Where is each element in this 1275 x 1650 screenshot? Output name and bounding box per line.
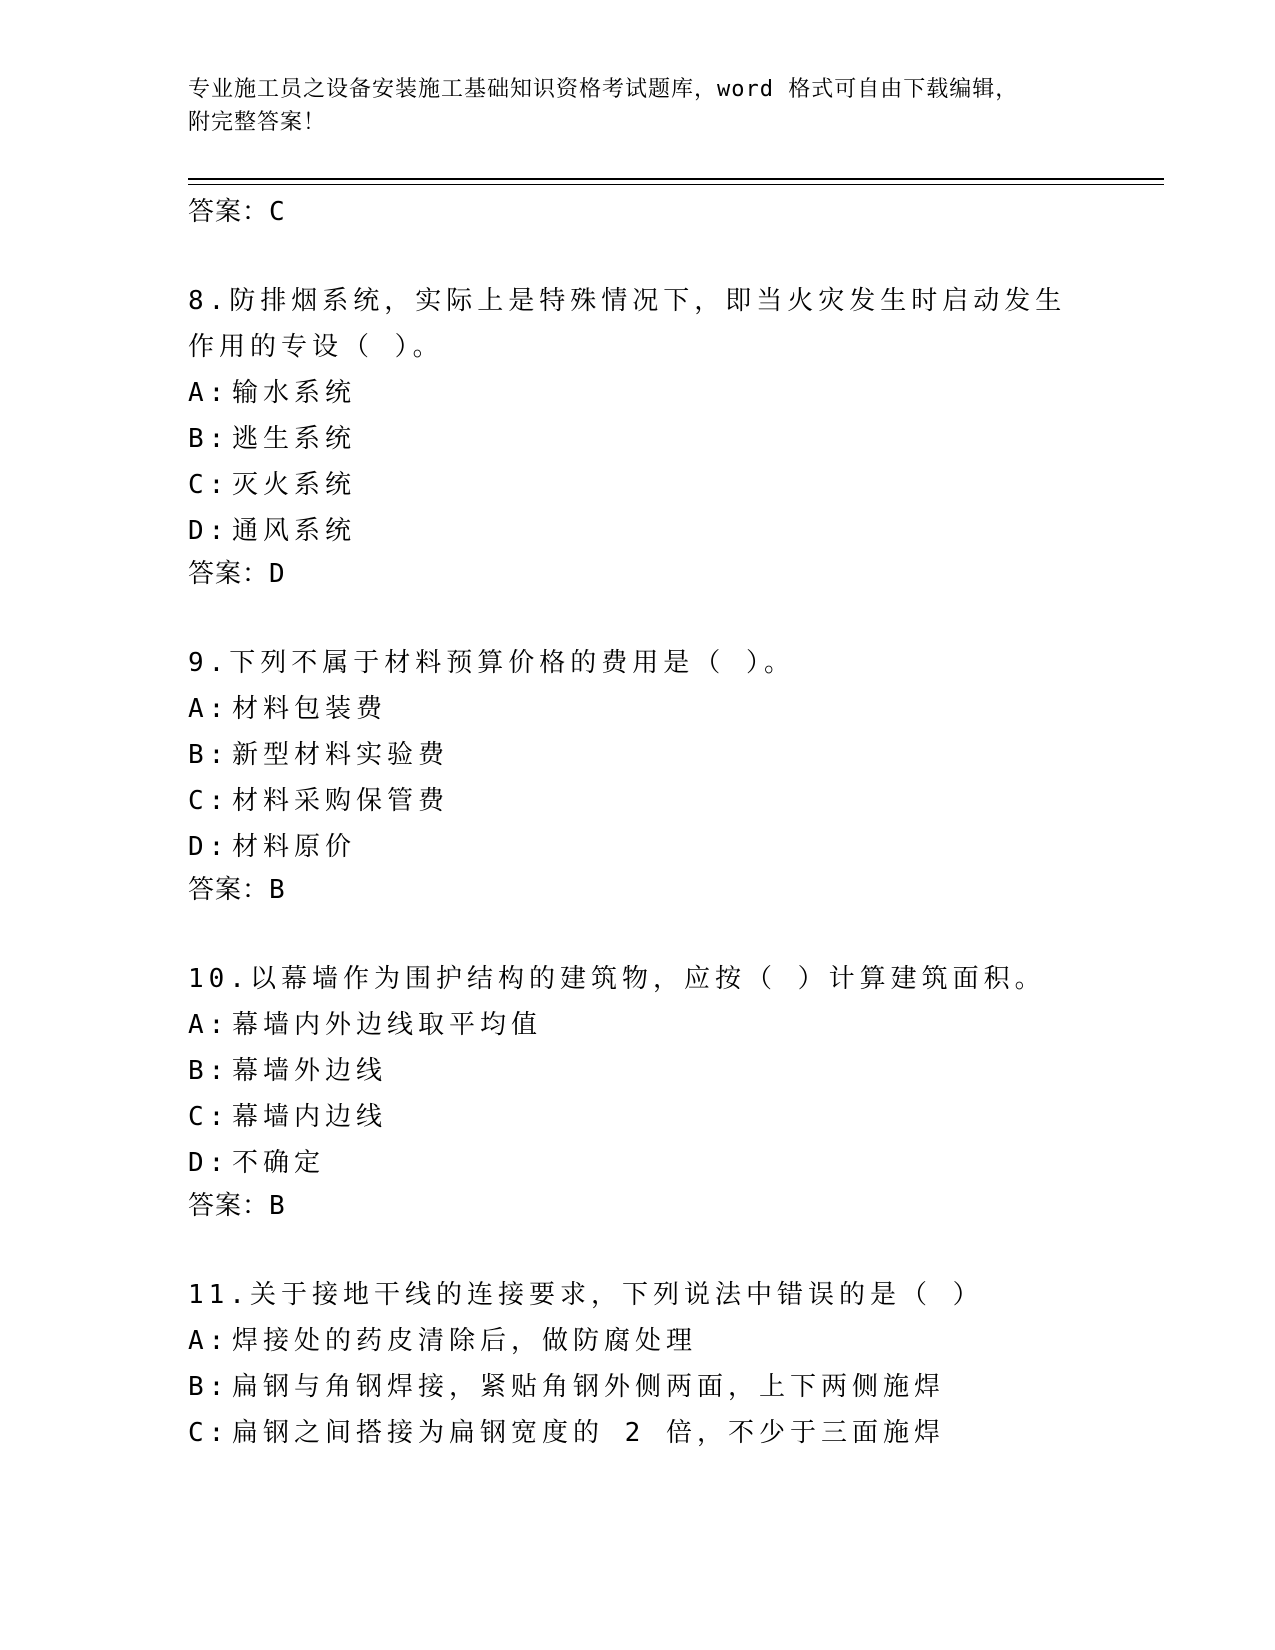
question-stem: 10.以幕墙作为围护结构的建筑物，应按（ ）计算建筑面积。 [188,964,1046,994]
header-rule-thick [188,178,1164,180]
option-text: 材料采购保管费 [232,786,450,816]
questions-container [188,278,1164,1456]
header-line-1: 专业施工员之设备安装施工基础知识资格考试题库，word 格式可自由下载编辑， [188,77,1019,102]
document-page [188,0,1168,1650]
option-letter: C: [188,470,230,500]
question-stem: 9.下列不属于材料预算价格的费用是（ ）。 [188,648,795,678]
question-stem: 8.防排烟系统，实际上是特殊情况下，即当火灾发生时启动发生作用的专设（ ）。 [188,286,1067,362]
header-rule-thin [188,184,1164,185]
option-letter: D: [188,1148,230,1178]
option-letter: B: [188,424,230,454]
question-block [188,640,1164,910]
document-header [188,73,1088,139]
question-block [188,956,1164,1226]
option-text: 通风系统 [232,516,357,546]
answer-option [188,824,1164,870]
option-text: 材料原价 [232,832,357,862]
answer-option [188,1318,1164,1364]
header-line-2: 附完整答案！ [188,110,327,135]
answer-option [188,1094,1164,1140]
answer-option [188,508,1164,554]
answer-option [188,370,1164,416]
answer-option [188,1002,1164,1048]
question-list [188,192,1164,1456]
option-letter: A: [188,378,230,408]
option-text: 幕墙内外边线取平均值 [232,1010,543,1040]
option-text: 焊接处的药皮清除后，做防腐处理 [232,1326,698,1356]
answer-option [188,686,1164,732]
option-letter: D: [188,832,230,862]
answer-label: 答案：B [188,875,286,905]
option-text: 不确定 [232,1148,326,1178]
answer-option [188,416,1164,462]
option-letter: B: [188,740,230,770]
option-letter: B: [188,1372,230,1402]
option-letter: D: [188,516,230,546]
option-letter: A: [188,694,230,724]
question-block [188,1272,1164,1456]
question-block [188,278,1164,594]
answer-label: 答案：D [188,559,286,589]
answer-label: 答案：B [188,1191,286,1221]
option-letter: C: [188,1102,230,1132]
option-letter: A: [188,1010,230,1040]
option-text: 灭火系统 [232,470,357,500]
option-text: 新型材料实验费 [232,740,450,770]
option-letter: C: [188,1418,230,1448]
question-stem: 11.关于接地干线的连接要求，下列说法中错误的是（ ） [188,1280,984,1310]
option-letter: C: [188,786,230,816]
option-text: 幕墙内边线 [232,1102,388,1132]
answer-option [188,732,1164,778]
answer-option [188,1048,1164,1094]
answer-option [188,1364,1164,1410]
option-text: 扁钢之间搭接为扁钢宽度的 2 倍，不少于三面施焊 [232,1418,945,1448]
answer-option [188,778,1164,824]
option-text: 逃生系统 [232,424,357,454]
option-letter: B: [188,1056,230,1086]
option-text: 输水系统 [232,378,357,408]
answer-option [188,1410,1164,1456]
option-text: 扁钢与角钢焊接，紧贴角钢外侧两面，上下两侧施焊 [232,1372,946,1402]
answer-label: 答案：C [188,197,286,227]
answer-option [188,462,1164,508]
option-text: 材料包装费 [232,694,388,724]
answer-option [188,1140,1164,1186]
option-letter: A: [188,1326,230,1356]
option-text: 幕墙外边线 [232,1056,388,1086]
